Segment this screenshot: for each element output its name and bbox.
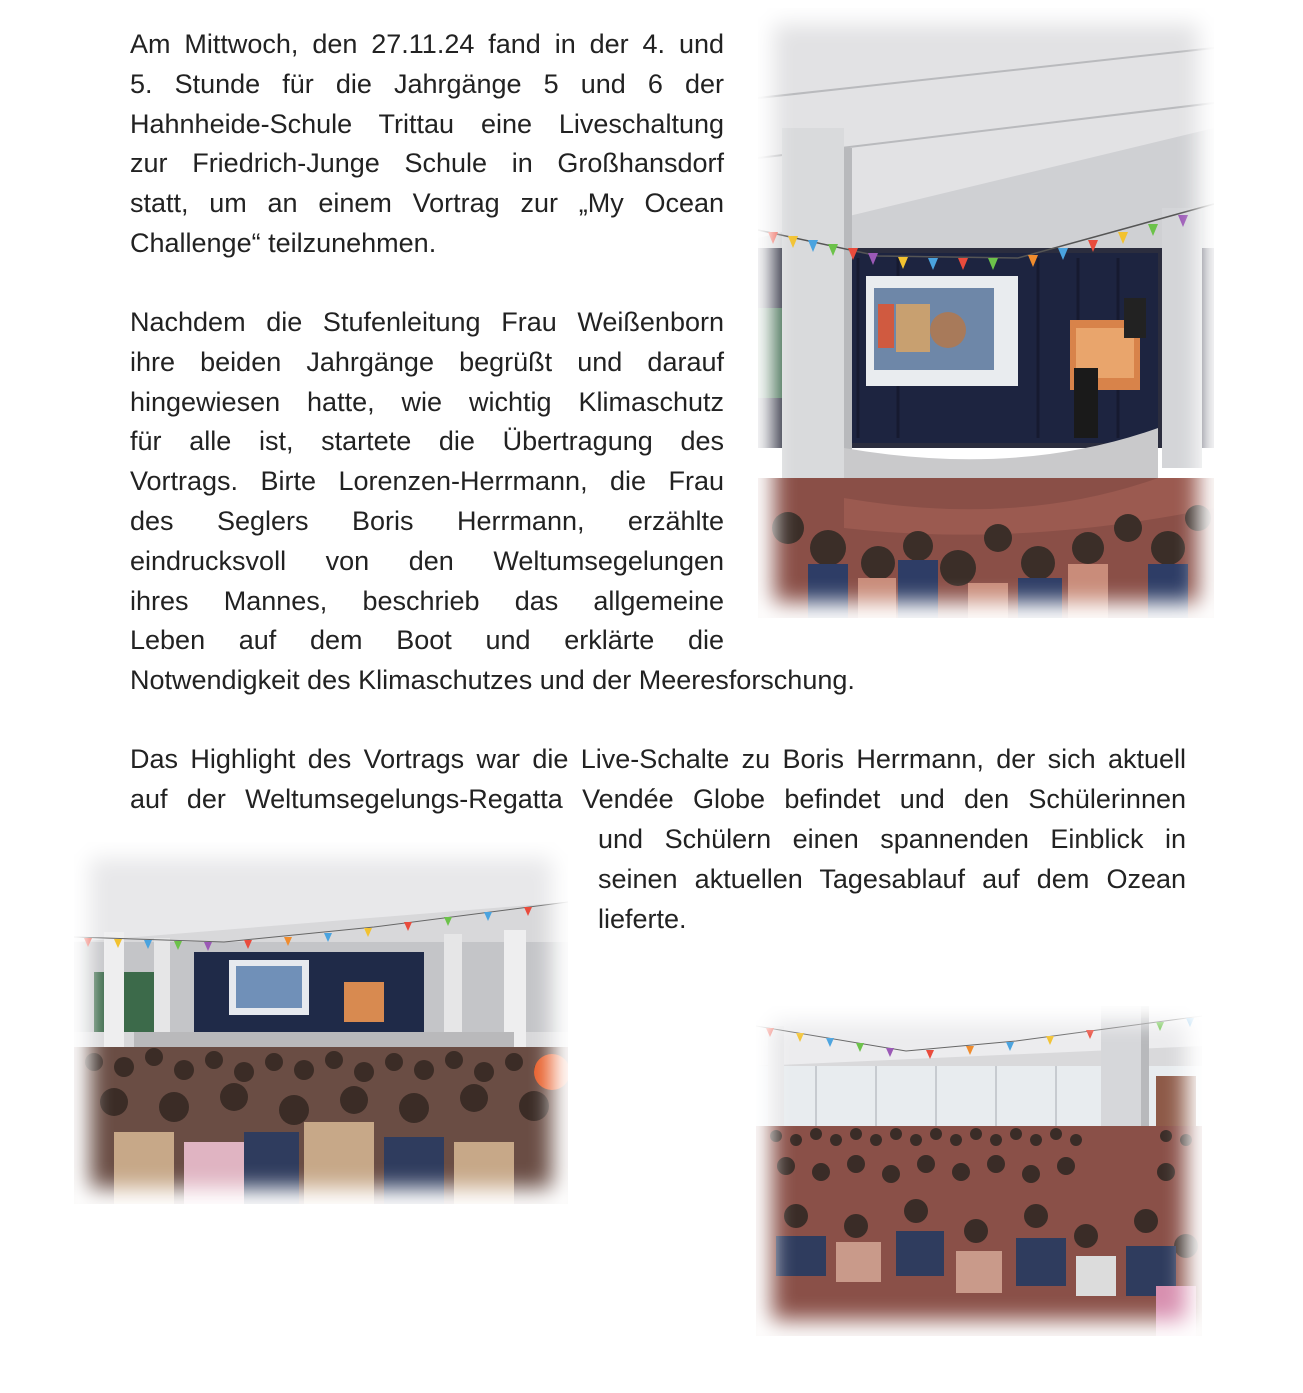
- hall-photo-image: [74, 842, 568, 1204]
- text-line: eindrucksvoll von den Weltumsegelungen: [130, 545, 724, 576]
- crowd-photo: [756, 1006, 1202, 1336]
- text-line: Vortrags. Birte Lorenzen-Herrmann, die Frau: [130, 466, 724, 497]
- text-line: Das Highlight des Vortrags war die Live-Schalte zu Boris Herrmann, der sich aktuell: [130, 744, 1186, 774]
- text-line: ihre beiden Jahrgänge begrüßt und darauf: [130, 346, 724, 377]
- crowd-photo-image: [756, 1006, 1202, 1336]
- paragraph-2: [130, 303, 855, 701]
- paragraph-3-continued: [598, 820, 1186, 939]
- text-line: hingewiesen hatte, wie wichtig Klimaschutz: [130, 386, 724, 417]
- text-line: des Seglers Boris Herrmann, erzählte: [130, 505, 724, 536]
- text-line: und Schülern einen spannenden Einblick in: [598, 824, 1186, 854]
- text-line: seinen aktuellen Tagesablauf auf dem Ozean: [598, 863, 1186, 894]
- paragraph-3: [130, 740, 1186, 820]
- hall-photo: [74, 842, 568, 1204]
- text-line: Notwendigkeit des Klimaschutzes und der Meeresforschung.: [130, 665, 855, 696]
- stage-photo-image: [758, 8, 1214, 618]
- text-line: lieferte.: [598, 903, 687, 934]
- text-line: zur Friedrich-Junge Schule in Großhansdorf: [130, 148, 724, 179]
- text-line: auf der Weltumsegelungs-Regatta Vendée Globe befindet und den Schülerinnen: [130, 783, 1186, 814]
- stage-photo: [758, 8, 1214, 618]
- text-line: ihres Mannes, beschrieb das allgemeine: [130, 585, 724, 616]
- text-line: Hahnheide-Schule Trittau eine Liveschaltung: [130, 108, 724, 139]
- text-line: 5. Stunde für die Jahrgänge 5 und 6 der: [130, 68, 724, 99]
- text-line: statt, um an einem Vortrag zur „My Ocean: [130, 188, 724, 219]
- text-line: für alle ist, startete die Übertragung des: [130, 426, 724, 457]
- text-line: Am Mittwoch, den 27.11.24 fand in der 4. und: [130, 29, 724, 59]
- text-line: Challenge“ teilzunehmen.: [130, 227, 437, 258]
- text-line: Nachdem die Stufenleitung Frau Weißenborn: [130, 307, 724, 337]
- text-line: Leben auf dem Boot und erklärte die: [130, 625, 724, 656]
- paragraph-1: [130, 25, 724, 264]
